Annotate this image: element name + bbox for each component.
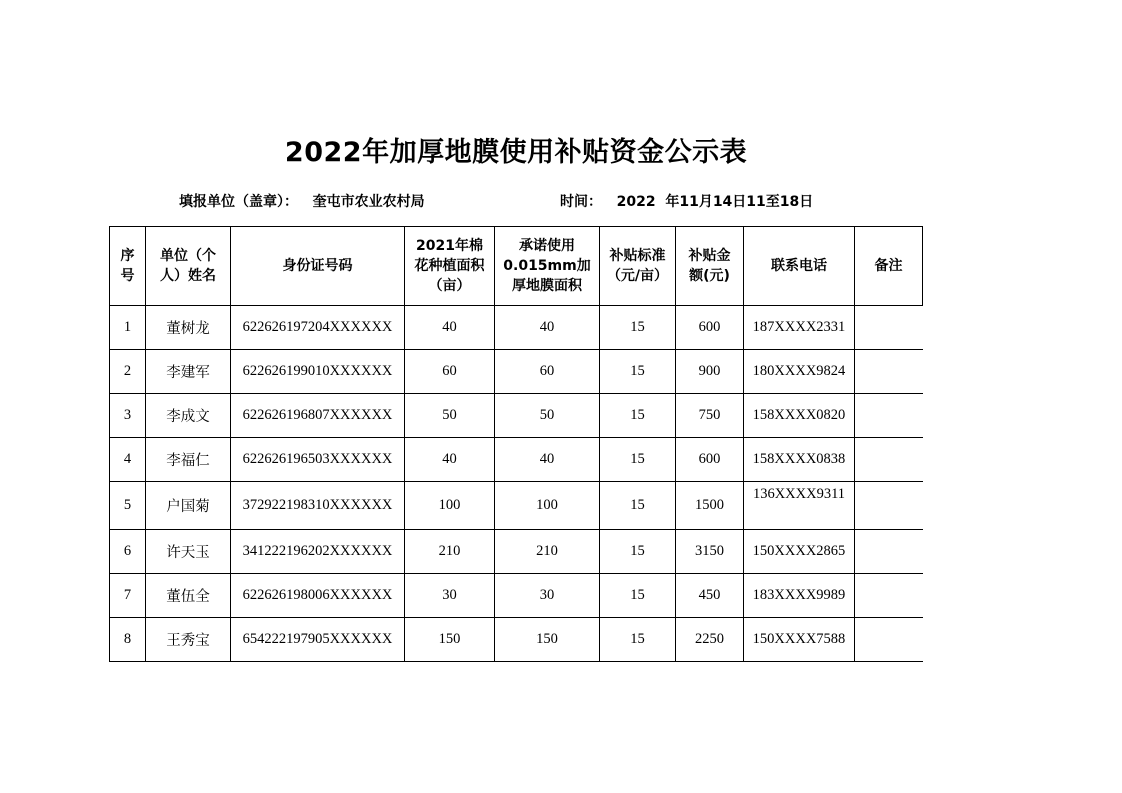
cell-phone: 183XXXX9989 bbox=[744, 574, 855, 618]
cell-name: 李成文 bbox=[146, 394, 231, 438]
table-row bbox=[110, 482, 923, 530]
cell-area: 30 bbox=[405, 574, 495, 618]
cell-area: 50 bbox=[405, 394, 495, 438]
cell-area: 210 bbox=[405, 530, 495, 574]
cell-phone: 180XXXX9824 bbox=[744, 350, 855, 394]
table-row bbox=[110, 350, 923, 394]
cell-no: 5 bbox=[110, 482, 146, 530]
report-time bbox=[560, 191, 813, 211]
cell-standard: 15 bbox=[600, 574, 676, 618]
cell-area: 60 bbox=[405, 350, 495, 394]
cell-no: 8 bbox=[110, 618, 146, 662]
reporting-unit bbox=[179, 191, 425, 211]
cell-phone: 150XXXX2865 bbox=[744, 530, 855, 574]
cell-id: 622626198006XXXXXX bbox=[231, 574, 405, 618]
cell-id: 654222197905XXXXXX bbox=[231, 618, 405, 662]
cell-film-area: 30 bbox=[495, 574, 600, 618]
cell-film-area: 100 bbox=[495, 482, 600, 530]
header-note: 备注 bbox=[855, 227, 923, 306]
cell-note bbox=[855, 394, 923, 438]
table-row bbox=[110, 438, 923, 482]
cell-name: 李建军 bbox=[146, 350, 231, 394]
cell-area: 100 bbox=[405, 482, 495, 530]
cell-name: 许天玉 bbox=[146, 530, 231, 574]
table-row bbox=[110, 306, 923, 350]
cell-note bbox=[855, 306, 923, 350]
cell-no: 7 bbox=[110, 574, 146, 618]
cell-no: 6 bbox=[110, 530, 146, 574]
cell-film-area: 50 bbox=[495, 394, 600, 438]
cell-id: 622626197204XXXXXX bbox=[231, 306, 405, 350]
cell-standard: 15 bbox=[600, 618, 676, 662]
table-header-row bbox=[110, 227, 923, 306]
cell-phone: 158XXXX0820 bbox=[744, 394, 855, 438]
header-phone: 联系电话 bbox=[744, 227, 855, 306]
cell-note bbox=[855, 618, 923, 662]
table-row bbox=[110, 394, 923, 438]
cell-name: 户国菊 bbox=[146, 482, 231, 530]
cell-standard: 15 bbox=[600, 306, 676, 350]
cell-phone: 150XXXX7588 bbox=[744, 618, 855, 662]
cell-film-area: 40 bbox=[495, 438, 600, 482]
cell-no: 4 bbox=[110, 438, 146, 482]
cell-id: 372922198310XXXXXX bbox=[231, 482, 405, 530]
cell-id: 341222196202XXXXXX bbox=[231, 530, 405, 574]
table-row bbox=[110, 574, 923, 618]
cell-film-area: 150 bbox=[495, 618, 600, 662]
header-amount: 补贴金额(元) bbox=[676, 227, 744, 306]
cell-amount: 600 bbox=[676, 438, 744, 482]
cell-amount: 1500 bbox=[676, 482, 744, 530]
reporting-unit-value: 奎屯市农业农村局 bbox=[312, 194, 425, 210]
cell-name: 王秀宝 bbox=[146, 618, 231, 662]
cell-amount: 600 bbox=[676, 306, 744, 350]
cell-film-area: 60 bbox=[495, 350, 600, 394]
report-time-value: 2022 年11月14日11至18日 bbox=[616, 194, 814, 210]
table-row bbox=[110, 618, 923, 662]
header-id: 身份证号码 bbox=[231, 227, 405, 306]
cell-phone: 136XXXX9311 bbox=[744, 482, 855, 530]
cell-note bbox=[855, 530, 923, 574]
cell-area: 40 bbox=[405, 306, 495, 350]
cell-id: 622626196807XXXXXX bbox=[231, 394, 405, 438]
cell-film-area: 210 bbox=[495, 530, 600, 574]
cell-amount: 3150 bbox=[676, 530, 744, 574]
cell-name: 李福仁 bbox=[146, 438, 231, 482]
cell-id: 622626196503XXXXXX bbox=[231, 438, 405, 482]
cell-amount: 2250 bbox=[676, 618, 744, 662]
cell-note bbox=[855, 482, 923, 530]
cell-no: 2 bbox=[110, 350, 146, 394]
page-title: 2022年加厚地膜使用补贴资金公示表 bbox=[284, 137, 748, 168]
cell-phone: 158XXXX0838 bbox=[744, 438, 855, 482]
table-row bbox=[110, 530, 923, 574]
cell-name: 董伍全 bbox=[146, 574, 231, 618]
cell-standard: 15 bbox=[600, 350, 676, 394]
cell-phone: 187XXXX2331 bbox=[744, 306, 855, 350]
cell-standard: 15 bbox=[600, 394, 676, 438]
header-no: 序号 bbox=[110, 227, 146, 306]
reporting-unit-label: 填报单位（盖章）： bbox=[179, 194, 298, 210]
header-film-area: 承诺使用0.015mm加厚地膜面积 bbox=[495, 227, 600, 306]
header-standard: 补贴标准（元/亩） bbox=[600, 227, 676, 306]
cell-note bbox=[855, 438, 923, 482]
subsidy-table bbox=[109, 226, 923, 662]
cell-name: 董树龙 bbox=[146, 306, 231, 350]
cell-no: 3 bbox=[110, 394, 146, 438]
cell-standard: 15 bbox=[600, 530, 676, 574]
cell-amount: 450 bbox=[676, 574, 744, 618]
cell-area: 40 bbox=[405, 438, 495, 482]
report-time-label: 时间： bbox=[560, 194, 602, 210]
cell-amount: 750 bbox=[676, 394, 744, 438]
header-name: 单位（个人）姓名 bbox=[146, 227, 231, 306]
cell-standard: 15 bbox=[600, 482, 676, 530]
header-area: 2021年棉花种植面积（亩） bbox=[405, 227, 495, 306]
cell-area: 150 bbox=[405, 618, 495, 662]
cell-standard: 15 bbox=[600, 438, 676, 482]
cell-no: 1 bbox=[110, 306, 146, 350]
cell-film-area: 40 bbox=[495, 306, 600, 350]
cell-note bbox=[855, 350, 923, 394]
cell-note bbox=[855, 574, 923, 618]
cell-id: 622626199010XXXXXX bbox=[231, 350, 405, 394]
cell-amount: 900 bbox=[676, 350, 744, 394]
